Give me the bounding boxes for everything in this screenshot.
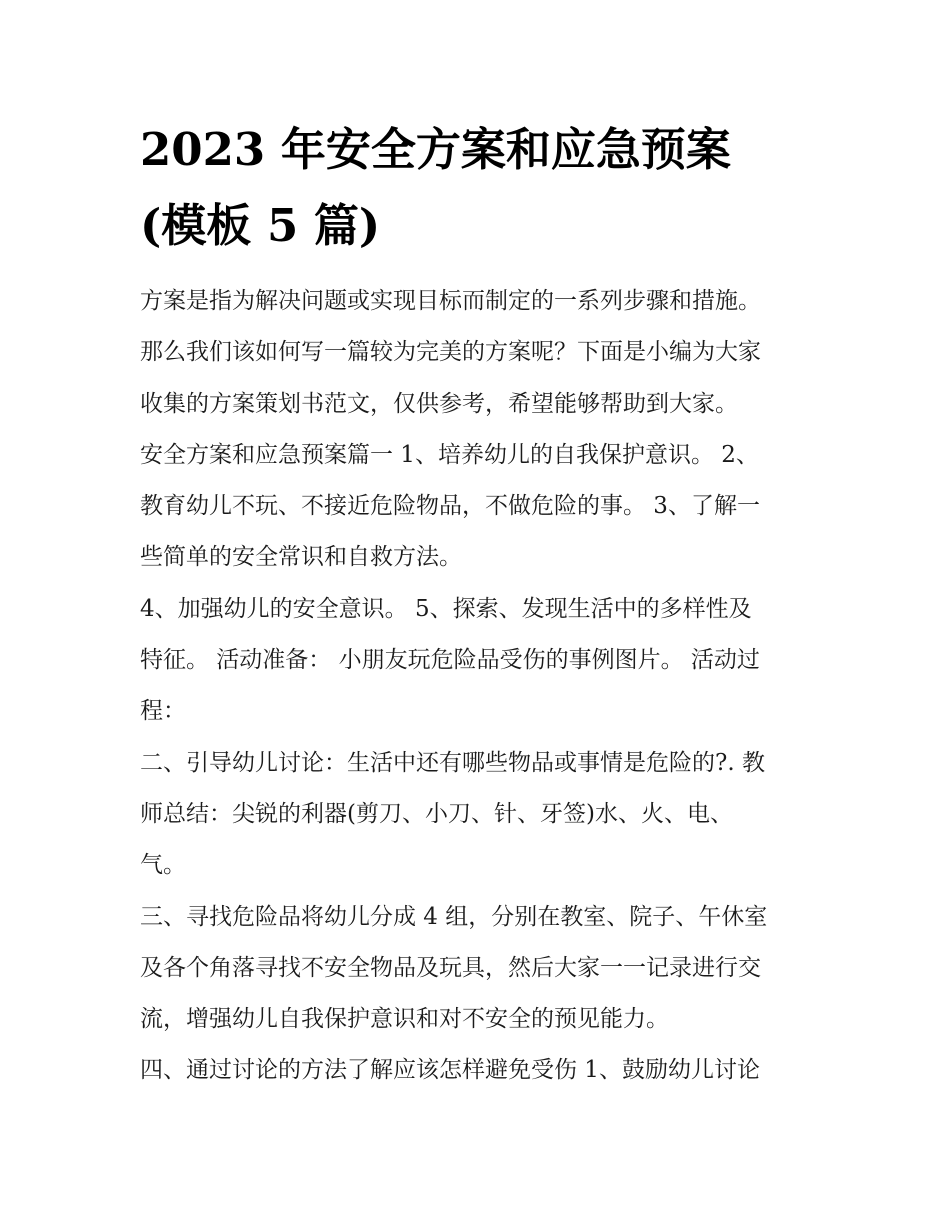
body-line: 师总结：尖锐的利器(剪刀、小刀、针、牙签)水、火、电、: [140, 800, 733, 827]
body-line: 4、加强幼儿的安全意识。 5、探索、发现生活中的多样性及: [140, 595, 752, 622]
body-line: 四、通过讨论的方法了解应该怎样避免受伤 1、鼓励幼儿讨论: [140, 1057, 760, 1084]
body-line: 及各个角落寻找不安全物品及玩具，然后大家一一记录进行交: [140, 954, 761, 981]
body-line: 安全方案和应急预案篇一 1、培养幼儿的自我保护意识。 2、: [140, 441, 759, 468]
body-line: 二、引导幼儿讨论：生活中还有哪些物品或事情是危险的?. 教: [140, 749, 765, 776]
body-line: 方案是指为解决问题或实现目标而制定的一系列步骤和措施。: [140, 288, 761, 314]
document-title: [140, 112, 830, 264]
body-line: 收集的方案策划书范文，仅供参考，希望能够帮助到大家。: [140, 390, 738, 417]
body-line: 三、寻找危险品将幼儿分成 4 组，分别在教室、院子、午休室: [140, 903, 768, 930]
title-line: 2023 年安全方案和应急预案: [140, 123, 731, 176]
body-line: 教育幼儿不玩、不接近危险物品，不做危险的事。 3、了解一: [140, 493, 760, 520]
body-line: 些简单的安全常识和自救方法。: [140, 544, 462, 571]
body-line: 程：: [140, 698, 186, 725]
body-line: 特征。 活动准备： 小朋友玩危险品受伤的事例图片。 活动过: [140, 647, 760, 674]
title-line: (模板 5 篇): [140, 199, 381, 252]
body-line: 气。: [140, 852, 186, 879]
document-body: [140, 276, 830, 1097]
body-line: 那么我们该如何写一篇较为完美的方案呢？下面是小编为大家: [140, 339, 761, 366]
body-line: 流，增强幼儿自我保护意识和对不安全的预见能力。: [140, 1006, 669, 1033]
